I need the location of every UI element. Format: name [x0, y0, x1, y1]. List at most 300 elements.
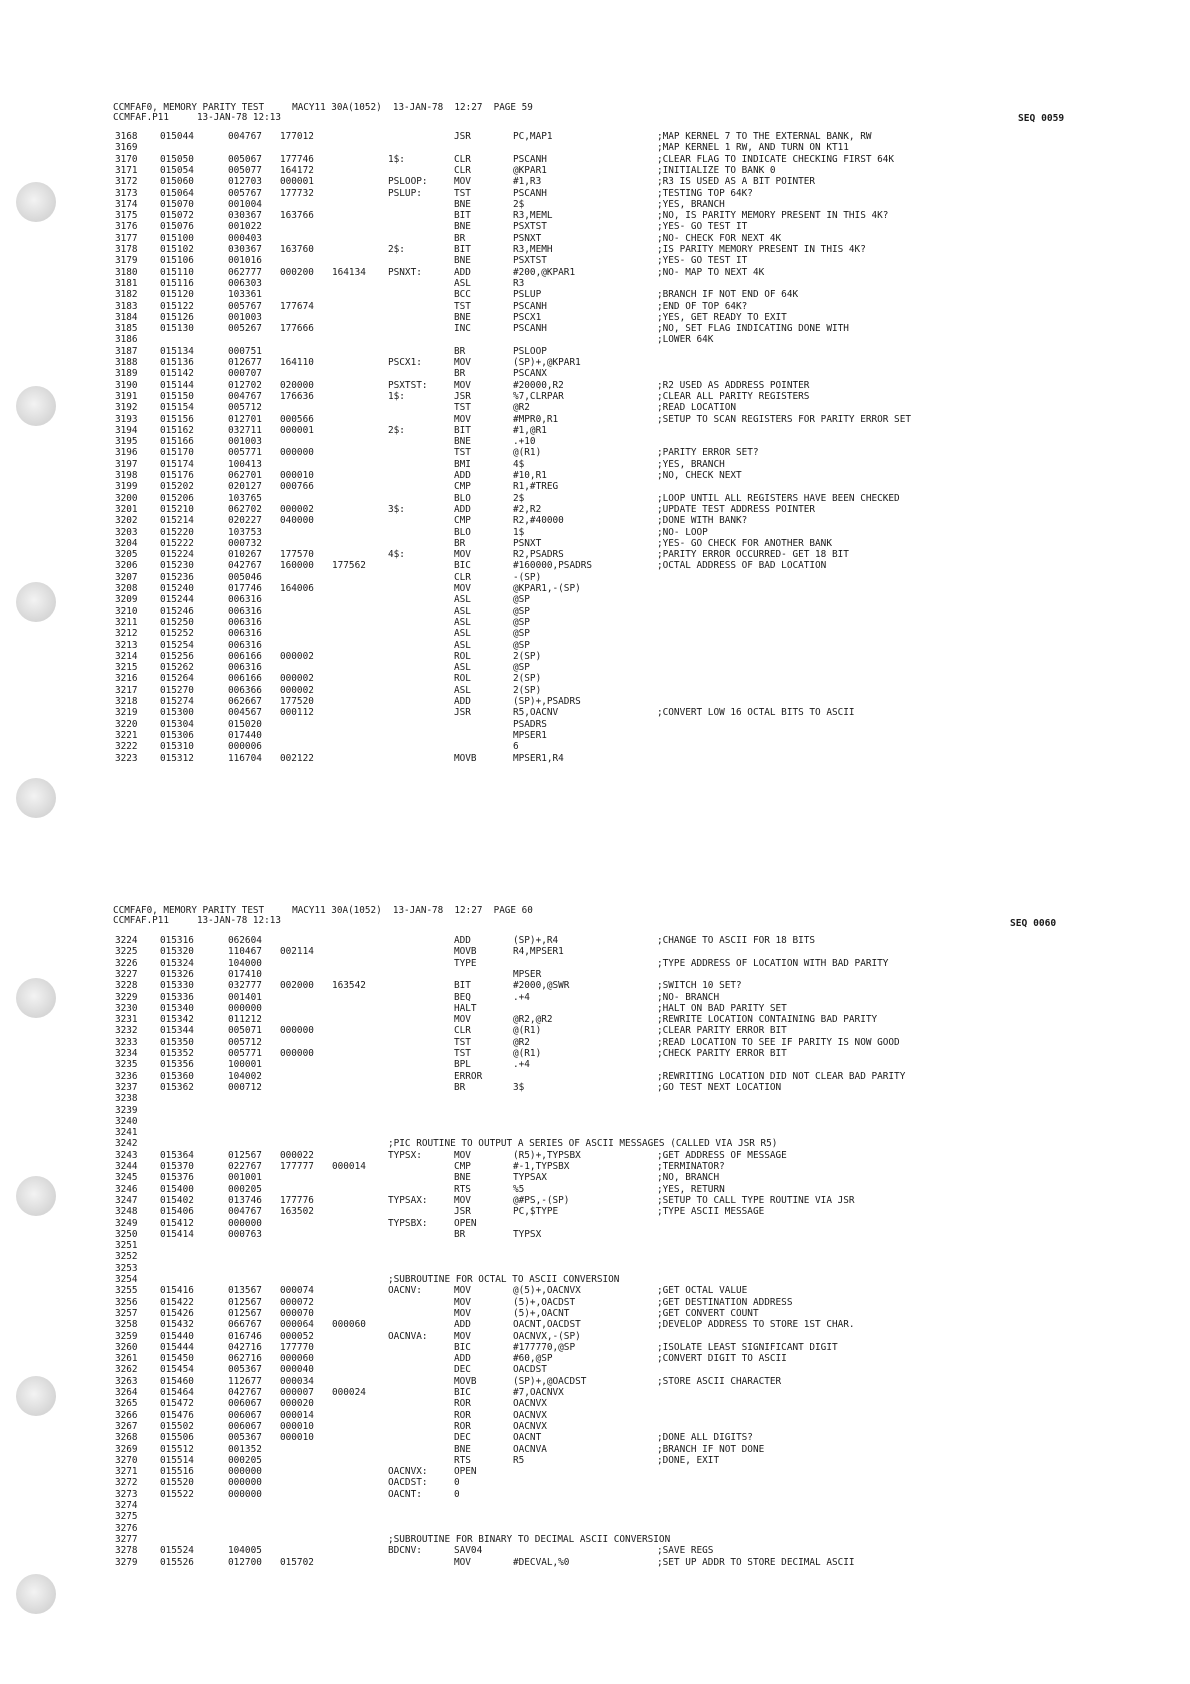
- comment: ;BRANCH IF NOT DONE: [657, 1443, 765, 1455]
- listing-line: [0, 1161, 1190, 1172]
- operand: (SP)+,R4: [513, 935, 559, 946]
- opcode: MOVB: [454, 1375, 477, 1387]
- operand: 6: [513, 741, 519, 753]
- opcode: ADD: [454, 696, 471, 707]
- opcode: ROR: [454, 1409, 471, 1421]
- operand: @(R1): [513, 1048, 542, 1059]
- label: PSCX1:: [388, 357, 422, 368]
- line-number: 3228: [115, 980, 138, 992]
- address: 015524: [160, 1545, 194, 1557]
- comment: ;SAVE REGS: [657, 1545, 714, 1557]
- listing-line: [0, 594, 1190, 605]
- listing-line: [0, 1455, 1190, 1466]
- word-2: 002000: [280, 980, 314, 992]
- word-2: 177746: [280, 153, 314, 165]
- operand: #7,OACNVX: [513, 1387, 564, 1398]
- address: 015352: [160, 1048, 194, 1059]
- listing-line: [0, 1489, 1190, 1500]
- address: 015460: [160, 1375, 194, 1387]
- listing-line: [0, 606, 1190, 617]
- address: 015310: [160, 741, 194, 753]
- word-1: 006303: [228, 277, 262, 289]
- line-number: 3220: [115, 718, 138, 730]
- label: OACNT:: [388, 1488, 422, 1500]
- line-number: 3233: [115, 1036, 138, 1048]
- address: 015256: [160, 650, 194, 662]
- operand: @KPAR1,-(SP): [513, 583, 581, 594]
- opcode: BIT: [454, 980, 471, 992]
- opcode: BLO: [454, 526, 471, 538]
- address: 015376: [160, 1172, 194, 1184]
- listing-line: [0, 1150, 1190, 1161]
- listing-line: [0, 719, 1190, 730]
- address: 015506: [160, 1432, 194, 1444]
- listing-line: [0, 1511, 1190, 1522]
- address: 015416: [160, 1285, 194, 1297]
- address: 015264: [160, 673, 194, 685]
- address: 015412: [160, 1217, 194, 1229]
- word-1: 010267: [228, 549, 262, 561]
- address: 015426: [160, 1307, 194, 1319]
- line-number: 3268: [115, 1432, 138, 1444]
- listing-line: [0, 1195, 1190, 1206]
- comment: ;SUBROUTINE FOR OCTAL TO ASCII CONVERSION: [388, 1274, 620, 1285]
- line-number: 3191: [115, 390, 138, 402]
- comment: ;READ LOCATION: [657, 402, 737, 414]
- opcode: MOV: [454, 1285, 471, 1297]
- address: 015044: [160, 131, 194, 142]
- address: 015210: [160, 503, 194, 515]
- address: 015150: [160, 390, 194, 402]
- operand: PSCANX: [513, 368, 547, 380]
- address: 015134: [160, 345, 194, 357]
- opcode: ASL: [454, 616, 471, 628]
- operand: (SP)+,@OACDST: [513, 1375, 587, 1387]
- word-2: 163502: [280, 1206, 314, 1218]
- comment: ;NO- MAP TO NEXT 4K: [657, 266, 765, 278]
- line-number: 3198: [115, 470, 138, 481]
- listing-line: [0, 992, 1190, 1003]
- comment: ;GET DESTINATION ADDRESS: [657, 1296, 793, 1308]
- opcode: ROR: [454, 1398, 471, 1410]
- address: 015324: [160, 957, 194, 969]
- word-2: 164006: [280, 583, 314, 594]
- word-1: 006067: [228, 1420, 262, 1432]
- word-1: 016746: [228, 1330, 262, 1342]
- operand: @KPAR1: [513, 164, 547, 176]
- word-3: 000024: [332, 1387, 366, 1398]
- word-2: 163760: [280, 244, 314, 255]
- operand: #MPR0,R1: [513, 413, 559, 425]
- address: 015102: [160, 244, 194, 255]
- listing-line: [0, 323, 1190, 334]
- word-1: 015020: [228, 718, 262, 730]
- comment: ;CHANGE TO ASCII FOR 18 BITS: [657, 935, 816, 946]
- opcode: MOV: [454, 1194, 471, 1206]
- opcode: JSR: [454, 1206, 471, 1218]
- line-number: 3214: [115, 650, 138, 662]
- listing-line: [0, 560, 1190, 571]
- listing-line: [0, 980, 1190, 991]
- comment: ;CONVERT DIGIT TO ASCII: [657, 1353, 787, 1365]
- operand: R2,#40000: [513, 515, 564, 527]
- operand: R5,OACNV: [513, 707, 559, 719]
- word-1: 005767: [228, 187, 262, 199]
- line-number: 3177: [115, 232, 138, 244]
- line-number: 3276: [115, 1522, 138, 1534]
- line-number: 3230: [115, 1002, 138, 1014]
- listing-line: [0, 1229, 1190, 1240]
- comment: ;CLEAR PARITY ERROR BIT: [657, 1025, 787, 1037]
- listing-line: [0, 391, 1190, 402]
- line-number: 3262: [115, 1364, 138, 1376]
- word-2: 000072: [280, 1296, 314, 1308]
- opcode: MOV: [454, 1296, 471, 1308]
- word-1: 042767: [228, 1387, 262, 1398]
- listing-line: [0, 470, 1190, 481]
- address: 015472: [160, 1398, 194, 1410]
- line-number: 3187: [115, 345, 138, 357]
- word-2: 177674: [280, 300, 314, 312]
- word-1: 006316: [228, 662, 262, 674]
- comment: ;DEVELOP ADDRESS TO STORE 1ST CHAR.: [657, 1319, 855, 1331]
- word-1: 116704: [228, 752, 262, 764]
- address: 015344: [160, 1025, 194, 1037]
- line-number: 3260: [115, 1341, 138, 1353]
- address: 015320: [160, 946, 194, 958]
- opcode: ADD: [454, 470, 471, 481]
- line-number: 3234: [115, 1048, 138, 1059]
- opcode: CLR: [454, 571, 471, 583]
- comment: ;YES, BRANCH: [657, 458, 725, 470]
- page-header-title: CCMFAF0, MEMORY PARITY TEST MACY11 30A(1052) 13-JAN-78 12:27 PAGE 60: [113, 905, 533, 916]
- word-3: 000014: [332, 1161, 366, 1172]
- opcode: JSR: [454, 707, 471, 719]
- word-1: 006316: [228, 594, 262, 606]
- listing-line: [0, 1138, 1190, 1149]
- line-number: 3255: [115, 1285, 138, 1297]
- listing-line: [0, 1240, 1190, 1251]
- address: 015522: [160, 1488, 194, 1500]
- operand: PSCANH: [513, 153, 547, 165]
- line-number: 3244: [115, 1161, 138, 1172]
- address: 015316: [160, 935, 194, 946]
- line-number: 3252: [115, 1251, 138, 1263]
- listing-line: [0, 1014, 1190, 1025]
- word-1: 103765: [228, 492, 262, 504]
- operand: 2$: [513, 198, 525, 210]
- line-number: 3213: [115, 639, 138, 651]
- listing-line: [0, 447, 1190, 458]
- operand: .+4: [513, 1059, 530, 1071]
- address: 015202: [160, 481, 194, 493]
- address: 015142: [160, 368, 194, 380]
- word-1: 006316: [228, 639, 262, 651]
- word-2: 164110: [280, 357, 314, 368]
- opcode: TST: [454, 1036, 471, 1048]
- line-number: 3217: [115, 684, 138, 696]
- opcode: ROL: [454, 650, 471, 662]
- word-2: 000007: [280, 1387, 314, 1398]
- address: 015170: [160, 447, 194, 459]
- opcode: DEC: [454, 1364, 471, 1376]
- operand: @SP: [513, 616, 530, 628]
- address: 015120: [160, 289, 194, 301]
- address: 015512: [160, 1443, 194, 1455]
- comment: ;ISOLATE LEAST SIGNIFICANT DIGIT: [657, 1341, 838, 1353]
- comment: ;GET CONVERT COUNT: [657, 1307, 759, 1319]
- listing-line: [0, 1127, 1190, 1138]
- address: 015362: [160, 1081, 194, 1093]
- operand: MPSER: [513, 968, 542, 980]
- word-1: 100413: [228, 458, 262, 470]
- operand: #2,R2: [513, 503, 542, 515]
- label: PSNXT:: [388, 266, 422, 278]
- opcode: ASL: [454, 684, 471, 696]
- operand: PSCANH: [513, 187, 547, 199]
- line-number: 3169: [115, 142, 138, 154]
- line-number: 3236: [115, 1070, 138, 1082]
- word-1: 001022: [228, 221, 262, 233]
- line-number: 3249: [115, 1217, 138, 1229]
- line-number: 3172: [115, 176, 138, 188]
- word-1: 012567: [228, 1296, 262, 1308]
- opcode: MOV: [454, 1330, 471, 1342]
- word-1: 062716: [228, 1353, 262, 1365]
- line-number: 3241: [115, 1127, 138, 1139]
- word-2: 000034: [280, 1375, 314, 1387]
- listing-line: [0, 1218, 1190, 1229]
- operand: R3,MEML: [513, 210, 553, 222]
- operand: .+4: [513, 991, 530, 1003]
- word-1: 012703: [228, 176, 262, 188]
- line-number: 3225: [115, 946, 138, 958]
- word-2: 177520: [280, 696, 314, 707]
- listing-line: [0, 1545, 1190, 1556]
- operand: #1,@R1: [513, 424, 547, 436]
- word-1: 005712: [228, 402, 262, 414]
- comment: ;OCTAL ADDRESS OF BAD LOCATION: [657, 560, 827, 572]
- address: 015342: [160, 1014, 194, 1026]
- address: 015110: [160, 266, 194, 278]
- address: 015364: [160, 1149, 194, 1161]
- listing-line: [0, 696, 1190, 707]
- opcode: ASL: [454, 277, 471, 289]
- opcode: BNE: [454, 255, 471, 267]
- opcode: TST: [454, 187, 471, 199]
- operand: OACNT: [513, 1432, 542, 1444]
- address: 015312: [160, 752, 194, 764]
- line-number: 3180: [115, 266, 138, 278]
- label: TYPSAX:: [388, 1194, 428, 1206]
- comment: ;HALT ON BAD PARITY SET: [657, 1002, 787, 1014]
- address: 015414: [160, 1228, 194, 1240]
- word-1: 005771: [228, 447, 262, 459]
- word-1: 013746: [228, 1194, 262, 1206]
- address: 015330: [160, 980, 194, 992]
- operand: (SP)+,PSADRS: [513, 696, 581, 707]
- address: 015116: [160, 277, 194, 289]
- label: OACNVX:: [388, 1466, 428, 1478]
- line-number: 3196: [115, 447, 138, 459]
- word-2: 000010: [280, 1420, 314, 1432]
- address: 015154: [160, 402, 194, 414]
- word-1: 030367: [228, 244, 262, 255]
- word-2: 000020: [280, 1398, 314, 1410]
- address: 015240: [160, 583, 194, 594]
- opcode: BPL: [454, 1059, 471, 1071]
- opcode: BR: [454, 368, 466, 380]
- label: OACDST:: [388, 1477, 428, 1489]
- line-number: 3208: [115, 583, 138, 594]
- word-1: 000000: [228, 1477, 262, 1489]
- opcode: 0: [454, 1488, 460, 1500]
- address: 015306: [160, 729, 194, 741]
- address: 015356: [160, 1059, 194, 1071]
- opcode: RTS: [454, 1183, 471, 1195]
- address: 015270: [160, 684, 194, 696]
- operand: @(R1): [513, 1025, 542, 1037]
- listing-line: [0, 504, 1190, 515]
- comment: ;TESTING TOP 64K?: [657, 187, 753, 199]
- operand: R3,MEMH: [513, 244, 553, 255]
- label: 1$:: [388, 153, 405, 165]
- line-number: 3247: [115, 1194, 138, 1206]
- line-number: 3174: [115, 198, 138, 210]
- listing-line: [0, 935, 1190, 946]
- address: 015174: [160, 458, 194, 470]
- word-1: 017746: [228, 583, 262, 594]
- line-number: 3272: [115, 1477, 138, 1489]
- word-1: 012567: [228, 1149, 262, 1161]
- label: 4$:: [388, 549, 405, 561]
- opcode: BNE: [454, 221, 471, 233]
- word-1: 000006: [228, 741, 262, 753]
- address: 015060: [160, 176, 194, 188]
- address: 015206: [160, 492, 194, 504]
- opcode: TST: [454, 447, 471, 459]
- listing-line: [0, 1376, 1190, 1387]
- comment: ;READ LOCATION TO SEE IF PARITY IS NOW GOOD: [657, 1036, 900, 1048]
- word-1: 000205: [228, 1454, 262, 1466]
- line-number: 3201: [115, 503, 138, 515]
- listing-line: [0, 538, 1190, 549]
- opcode: CLR: [454, 153, 471, 165]
- comment: ;YES- GO CHECK FOR ANOTHER BANK: [657, 537, 832, 549]
- operand: @SP: [513, 594, 530, 606]
- word-1: 004767: [228, 131, 262, 142]
- line-number: 3270: [115, 1454, 138, 1466]
- listing-line: [0, 1364, 1190, 1375]
- line-number: 3261: [115, 1353, 138, 1365]
- word-2: 000000: [280, 447, 314, 459]
- comment: ;NO- LOOP: [657, 526, 708, 538]
- operand: @R2: [513, 1036, 530, 1048]
- opcode: ADD: [454, 266, 471, 278]
- word-3: 177562: [332, 560, 366, 572]
- operand: MPSER1: [513, 729, 547, 741]
- word-1: 062667: [228, 696, 262, 707]
- opcode: MOV: [454, 583, 471, 594]
- page-header-file: CCMFAF.P11 13-JAN-78 12:13: [113, 112, 281, 123]
- address: 015400: [160, 1183, 194, 1195]
- line-number: 3212: [115, 628, 138, 640]
- line-number: 3183: [115, 300, 138, 312]
- comment: ;TYPE ASCII MESSAGE: [657, 1206, 765, 1218]
- word-2: 000070: [280, 1307, 314, 1319]
- word-3: 163542: [332, 980, 366, 992]
- word-1: 104005: [228, 1545, 262, 1557]
- label: PSLUP:: [388, 187, 422, 199]
- line-number: 3229: [115, 991, 138, 1003]
- label: PSLOOP:: [388, 176, 428, 188]
- address: 015166: [160, 436, 194, 448]
- opcode: ROR: [454, 1420, 471, 1432]
- address: 015450: [160, 1353, 194, 1365]
- line-number: 3210: [115, 605, 138, 617]
- opcode: 0: [454, 1477, 460, 1489]
- listing-line: [0, 1534, 1190, 1545]
- comment: ;NO- CHECK FOR NEXT 4K: [657, 232, 782, 244]
- word-2: 000001: [280, 424, 314, 436]
- address: 015214: [160, 515, 194, 527]
- word-1: 000712: [228, 1081, 262, 1093]
- comment: ;REWRITING LOCATION DID NOT CLEAR BAD PARITY: [657, 1070, 906, 1082]
- opcode: ERROR: [454, 1070, 483, 1082]
- opcode: CLR: [454, 164, 471, 176]
- comment: ;LOOP UNTIL ALL REGISTERS HAVE BEEN CHECKED: [657, 492, 900, 504]
- line-number: 3203: [115, 526, 138, 538]
- operand: %5: [513, 1183, 525, 1195]
- address: 015176: [160, 470, 194, 481]
- address: 015072: [160, 210, 194, 222]
- comment: ;YES- GO TEST IT: [657, 221, 748, 233]
- listing-line: [0, 425, 1190, 436]
- opcode: MOVB: [454, 946, 477, 958]
- listing-line: [0, 255, 1190, 266]
- listing-line: [0, 1037, 1190, 1048]
- listing-line: [0, 368, 1190, 379]
- word-1: 000000: [228, 1002, 262, 1014]
- line-number: 3239: [115, 1104, 138, 1116]
- comment: ;CONVERT LOW 16 OCTAL BITS TO ASCII: [657, 707, 855, 719]
- comment: ;DONE, EXIT: [657, 1454, 720, 1466]
- opcode: MOV: [454, 357, 471, 368]
- listing-line: [0, 1093, 1190, 1104]
- operand: TYPSX: [513, 1228, 542, 1240]
- operand: PSCANH: [513, 323, 547, 335]
- listing-line: [0, 1319, 1190, 1330]
- opcode: BCC: [454, 289, 471, 301]
- word-1: 032777: [228, 980, 262, 992]
- listing-line: [0, 165, 1190, 176]
- listing-line: [0, 685, 1190, 696]
- opcode: ASL: [454, 628, 471, 640]
- comment: ;DONE ALL DIGITS?: [657, 1432, 753, 1444]
- line-number: 3237: [115, 1081, 138, 1093]
- word-2: 000766: [280, 481, 314, 493]
- line-number: 3204: [115, 537, 138, 549]
- label: 1$:: [388, 390, 405, 402]
- listing-line: [0, 640, 1190, 651]
- address: 015246: [160, 605, 194, 617]
- comment: ;END OF TOP 64K?: [657, 300, 748, 312]
- word-1: 062604: [228, 935, 262, 946]
- word-1: 000751: [228, 345, 262, 357]
- operand: #-1,TYPSBX: [513, 1161, 570, 1172]
- address: 015054: [160, 164, 194, 176]
- opcode: OPEN: [454, 1217, 477, 1229]
